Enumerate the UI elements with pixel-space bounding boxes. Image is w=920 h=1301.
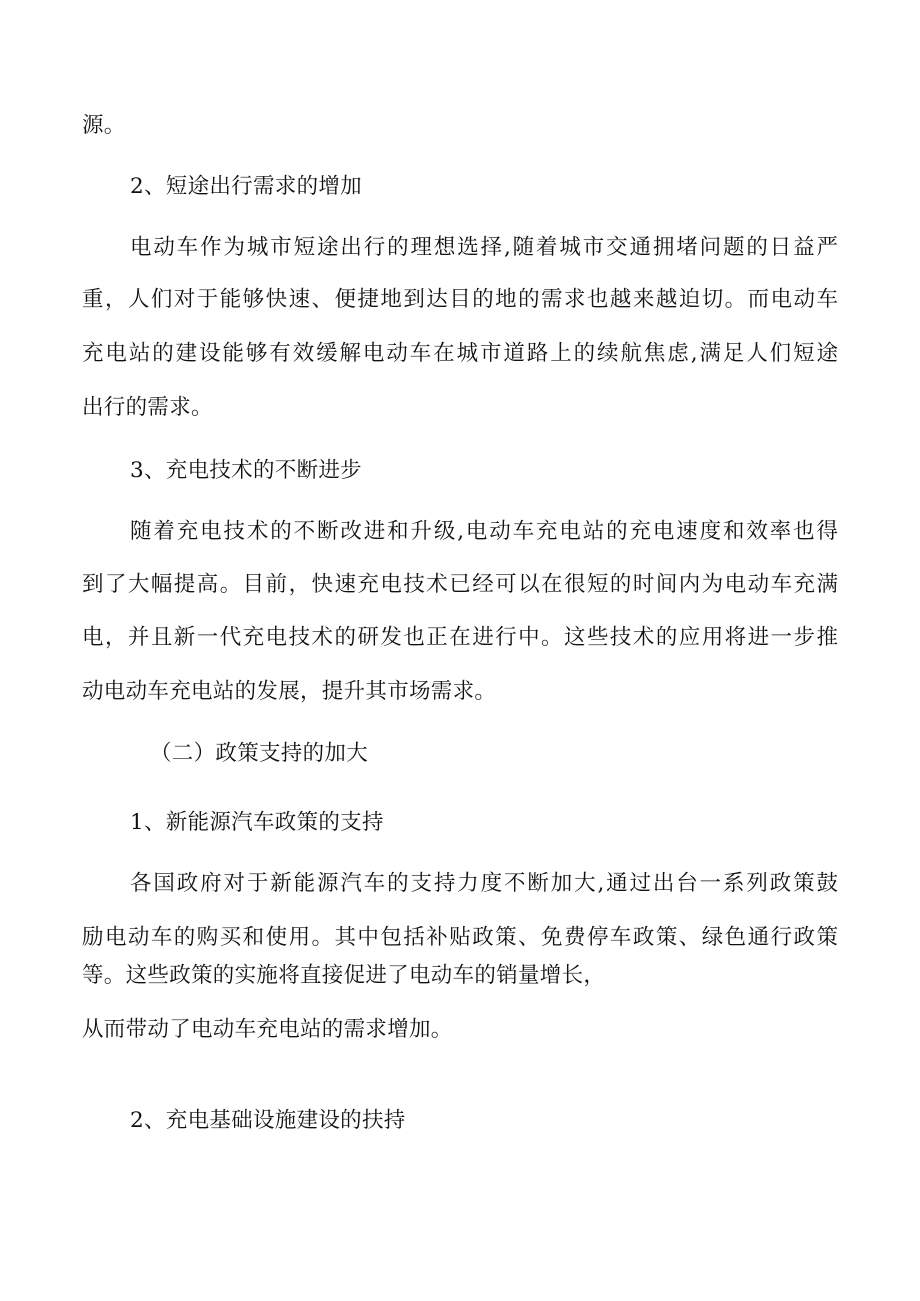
subheading-nev-policy: 1、新能源汽车政策的支持 <box>130 810 384 835</box>
paragraph-line: 电，并且新一代充电技术的研发也正在进行中。这些技术的应用将进一步推 <box>82 625 838 650</box>
paragraph-line: 出行的需求。 <box>82 395 213 420</box>
paragraph-line: 随着充电技术的不断改进和升级,电动车充电站的充电速度和效率也得 <box>130 519 838 544</box>
paragraph-line: 各国政府对于新能源汽车的支持力度不断加大,通过出台一系列政策鼓 <box>130 871 838 896</box>
paragraph-line: 重，人们对于能够快速、便捷地到达目的地的需求也越来越迫切。而电动车 <box>82 287 838 312</box>
subheading-short-trip-demand: 2、短途出行需求的增加 <box>130 174 362 199</box>
paragraph-line: 充电站的建设能够有效缓解电动车在城市道路上的续航焦虑,满足人们短途 <box>82 341 838 366</box>
paragraph-continuation: 源。 <box>82 113 126 138</box>
subheading-infrastructure-support: 2、充电基础设施建设的扶持 <box>130 1108 406 1133</box>
section-heading-policy-support: （二）政策支持的加大 <box>150 741 369 766</box>
paragraph-line: 电动车作为城市短途出行的理想选择,随着城市交通拥堵问题的日益严 <box>130 235 838 260</box>
paragraph-line: 励电动车的购买和使用。其中包括补贴政策、免费停车政策、绿色通行政策 <box>82 925 838 950</box>
subheading-charging-tech: 3、充电技术的不断进步 <box>130 458 362 483</box>
paragraph-line: 等。这些政策的实施将直接促进了电动车的销量增长， <box>82 963 606 988</box>
paragraph-line: 从而带动了电动车充电站的需求增加。 <box>82 1017 453 1042</box>
paragraph-line: 到了大幅提高。目前，快速充电技术已经可以在很短的时间内为电动车充满 <box>82 572 838 597</box>
paragraph-line: 动电动车充电站的发展，提升其市场需求。 <box>82 679 497 704</box>
